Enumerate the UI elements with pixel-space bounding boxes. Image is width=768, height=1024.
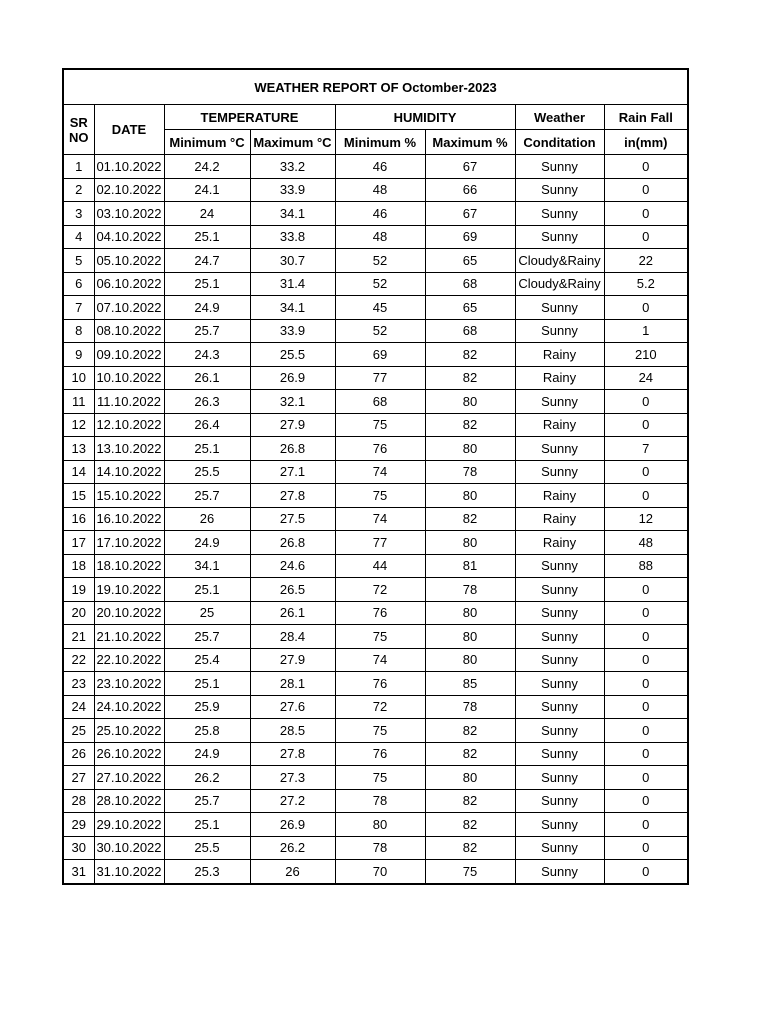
humidity-min-cell: 72 <box>335 695 425 719</box>
sr-no-cell: 22 <box>63 648 94 672</box>
temp-max-cell: 27.8 <box>250 484 335 508</box>
sr-no-cell: 6 <box>63 272 94 296</box>
sr-no-cell: 15 <box>63 484 94 508</box>
temp-min-cell: 26.4 <box>164 413 250 437</box>
weather-condition-cell: Rainy <box>515 531 604 555</box>
temp-min-cell: 25.7 <box>164 319 250 343</box>
table-row <box>63 413 688 437</box>
rainfall-cell: 0 <box>604 296 688 320</box>
rainfall-cell: 0 <box>604 836 688 860</box>
temp-max-cell: 26 <box>250 860 335 884</box>
weather-condition-cell: Rainy <box>515 507 604 531</box>
table-row <box>63 578 688 602</box>
rainfall-cell: 0 <box>604 766 688 790</box>
humidity-min-cell: 72 <box>335 578 425 602</box>
temperature-header: TEMPERATURE <box>164 105 335 130</box>
temp-max-cell: 27.3 <box>250 766 335 790</box>
temp-max-cell: 27.9 <box>250 648 335 672</box>
date-cell: 02.10.2022 <box>94 178 164 202</box>
rainfall-cell: 0 <box>604 813 688 837</box>
humidity-max-cell: 80 <box>425 390 515 414</box>
date-cell: 26.10.2022 <box>94 742 164 766</box>
weather-condition-cell: Sunny <box>515 789 604 813</box>
humidity-min-cell: 76 <box>335 742 425 766</box>
humidity-max-cell: 82 <box>425 742 515 766</box>
humidity-min-cell: 77 <box>335 531 425 555</box>
date-cell: 12.10.2022 <box>94 413 164 437</box>
sr-no-cell: 3 <box>63 202 94 226</box>
sr-no-cell: 16 <box>63 507 94 531</box>
humidity-min-cell: 75 <box>335 719 425 743</box>
weather-condition-cell: Sunny <box>515 390 604 414</box>
temp-max-cell: 30.7 <box>250 249 335 273</box>
humidity-max-cell: 80 <box>425 437 515 461</box>
table-row <box>63 719 688 743</box>
humidity-max-cell: 80 <box>425 531 515 555</box>
humidity-max-cell: 82 <box>425 789 515 813</box>
humidity-max-cell: 85 <box>425 672 515 696</box>
sr-no-cell: 7 <box>63 296 94 320</box>
weather-condition-cell: Rainy <box>515 484 604 508</box>
temp-max-cell: 26.9 <box>250 366 335 390</box>
weather-condition-cell: Sunny <box>515 202 604 226</box>
humidity-max-cell: 78 <box>425 695 515 719</box>
humidity-max-cell: 82 <box>425 343 515 367</box>
table-row <box>63 860 688 884</box>
rainfall-cell: 0 <box>604 202 688 226</box>
temp-min-cell: 25.1 <box>164 225 250 249</box>
humidity-min-cell: 46 <box>335 202 425 226</box>
rainfall-header: Rain Fall <box>604 105 688 130</box>
temp-min-cell: 25 <box>164 601 250 625</box>
date-cell: 04.10.2022 <box>94 225 164 249</box>
date-cell: 14.10.2022 <box>94 460 164 484</box>
temp-max-cell: 26.1 <box>250 601 335 625</box>
temp-max-cell: 26.5 <box>250 578 335 602</box>
sr-no-cell: 4 <box>63 225 94 249</box>
table-row <box>63 390 688 414</box>
table-row <box>63 272 688 296</box>
temp-min-cell: 24.2 <box>164 155 250 179</box>
rainfall-cell: 12 <box>604 507 688 531</box>
date-cell: 27.10.2022 <box>94 766 164 790</box>
temp-min-cell: 24 <box>164 202 250 226</box>
humidity-min-cell: 46 <box>335 155 425 179</box>
table-row <box>63 437 688 461</box>
humidity-max-cell: 65 <box>425 249 515 273</box>
rainfall-cell: 210 <box>604 343 688 367</box>
sr-no-cell: 24 <box>63 695 94 719</box>
rainfall-cell: 22 <box>604 249 688 273</box>
sr-no-cell: 2 <box>63 178 94 202</box>
humidity-max-cell: 82 <box>425 413 515 437</box>
temp-min-cell: 26 <box>164 507 250 531</box>
weather-condition-cell: Cloudy&Rainy <box>515 272 604 296</box>
temp-max-cell: 27.1 <box>250 460 335 484</box>
rainfall-cell: 0 <box>604 695 688 719</box>
humidity-min-cell: 77 <box>335 366 425 390</box>
date-cell: 25.10.2022 <box>94 719 164 743</box>
humidity-max-cell: 80 <box>425 625 515 649</box>
rainfall-cell: 0 <box>604 672 688 696</box>
sr-no-cell: 29 <box>63 813 94 837</box>
date-cell: 09.10.2022 <box>94 343 164 367</box>
date-cell: 22.10.2022 <box>94 648 164 672</box>
humidity-min-cell: 45 <box>335 296 425 320</box>
humidity-max-cell: 67 <box>425 202 515 226</box>
humidity-min-cell: 74 <box>335 648 425 672</box>
date-cell: 05.10.2022 <box>94 249 164 273</box>
sr-no-cell: 30 <box>63 836 94 860</box>
date-cell: 23.10.2022 <box>94 672 164 696</box>
weather-condition-cell: Sunny <box>515 719 604 743</box>
humidity-min-cell: 52 <box>335 249 425 273</box>
weather-condition-cell: Sunny <box>515 836 604 860</box>
weather-condition-cell: Sunny <box>515 860 604 884</box>
temp-max-cell: 32.1 <box>250 390 335 414</box>
temp-min-cell: 24.9 <box>164 742 250 766</box>
weather-report-table <box>62 68 689 885</box>
sr-no-cell: 9 <box>63 343 94 367</box>
weather-condition-cell: Sunny <box>515 625 604 649</box>
temp-min-cell: 25.7 <box>164 789 250 813</box>
weather-condition-cell: Sunny <box>515 766 604 790</box>
temp-max-cell: 33.8 <box>250 225 335 249</box>
weather-condition-cell: Sunny <box>515 742 604 766</box>
weather-condition-cell: Cloudy&Rainy <box>515 249 604 273</box>
temp-min-cell: 25.5 <box>164 836 250 860</box>
date-header: DATE <box>94 105 164 155</box>
sr-no-cell: 31 <box>63 860 94 884</box>
temp-max-cell: 26.2 <box>250 836 335 860</box>
humidity-min-cell: 52 <box>335 319 425 343</box>
report-title: WEATHER REPORT OF Octomber-2023 <box>63 69 688 105</box>
table-row <box>63 648 688 672</box>
humidity-min-cell: 70 <box>335 860 425 884</box>
humidity-max-cell: 65 <box>425 296 515 320</box>
humidity-max-cell: 75 <box>425 860 515 884</box>
weather-condition-cell: Sunny <box>515 155 604 179</box>
humidity-max-cell: 80 <box>425 601 515 625</box>
rainfall-cell: 0 <box>604 648 688 672</box>
temp-min-cell: 25.1 <box>164 813 250 837</box>
humidity-max-cell: 67 <box>425 155 515 179</box>
table-row <box>63 601 688 625</box>
weather-condition-cell: Sunny <box>515 578 604 602</box>
sr-no-cell: 20 <box>63 601 94 625</box>
rainfall-cell: 0 <box>604 789 688 813</box>
table-row <box>63 249 688 273</box>
temp-max-cell: 28.4 <box>250 625 335 649</box>
humidity-min-cell: 76 <box>335 672 425 696</box>
table-row <box>63 484 688 508</box>
temp-max-cell: 33.2 <box>250 155 335 179</box>
temp-min-cell: 25.3 <box>164 860 250 884</box>
rainfall-cell: 0 <box>604 178 688 202</box>
weather-condition-cell: Sunny <box>515 437 604 461</box>
weather-condition-cell: Sunny <box>515 601 604 625</box>
rainfall-unit-header: in(mm) <box>604 130 688 155</box>
weather-condition-header: Conditation <box>515 130 604 155</box>
temp-max-cell: 27.8 <box>250 742 335 766</box>
humidity-max-cell: 80 <box>425 648 515 672</box>
rainfall-cell: 0 <box>604 578 688 602</box>
humidity-min-cell: 69 <box>335 343 425 367</box>
table-row <box>63 319 688 343</box>
date-cell: 28.10.2022 <box>94 789 164 813</box>
temp-max-cell: 33.9 <box>250 178 335 202</box>
humidity-min-cell: 75 <box>335 484 425 508</box>
humidity-max-cell: 80 <box>425 766 515 790</box>
sr-no-cell: 18 <box>63 554 94 578</box>
humidity-min-cell: 80 <box>335 813 425 837</box>
rainfall-cell: 0 <box>604 155 688 179</box>
weather-condition-cell: Sunny <box>515 296 604 320</box>
humidity-min-cell: 78 <box>335 836 425 860</box>
rainfall-cell: 0 <box>604 719 688 743</box>
sr-no-cell: 1 <box>63 155 94 179</box>
humidity-min-cell: 52 <box>335 272 425 296</box>
weather-condition-cell: Sunny <box>515 813 604 837</box>
humidity-max-cell: 78 <box>425 578 515 602</box>
humidity-min-cell: 68 <box>335 390 425 414</box>
date-cell: 19.10.2022 <box>94 578 164 602</box>
sr-no-cell: 27 <box>63 766 94 790</box>
temp-max-cell: 26.9 <box>250 813 335 837</box>
report-rows <box>63 155 688 884</box>
temp-min-cell: 25.9 <box>164 695 250 719</box>
rainfall-cell: 0 <box>604 601 688 625</box>
rainfall-cell: 0 <box>604 484 688 508</box>
humidity-min-header: Minimum % <box>335 130 425 155</box>
temp-min-cell: 24.7 <box>164 249 250 273</box>
weather-report-sheet <box>62 68 689 885</box>
date-cell: 24.10.2022 <box>94 695 164 719</box>
date-cell: 21.10.2022 <box>94 625 164 649</box>
weather-header: Weather <box>515 105 604 130</box>
temp-min-cell: 25.7 <box>164 625 250 649</box>
humidity-max-cell: 81 <box>425 554 515 578</box>
sr-no-cell: 13 <box>63 437 94 461</box>
table-row <box>63 155 688 179</box>
humidity-min-cell: 74 <box>335 460 425 484</box>
temp-max-cell: 34.1 <box>250 202 335 226</box>
weather-condition-cell: Rainy <box>515 366 604 390</box>
date-cell: 15.10.2022 <box>94 484 164 508</box>
date-cell: 16.10.2022 <box>94 507 164 531</box>
table-row <box>63 836 688 860</box>
rainfall-cell: 5.2 <box>604 272 688 296</box>
table-row <box>63 225 688 249</box>
temp-max-cell: 24.6 <box>250 554 335 578</box>
humidity-min-cell: 75 <box>335 625 425 649</box>
humidity-min-cell: 76 <box>335 437 425 461</box>
humidity-min-cell: 48 <box>335 225 425 249</box>
temp-min-cell: 26.2 <box>164 766 250 790</box>
humidity-max-cell: 66 <box>425 178 515 202</box>
humidity-min-cell: 74 <box>335 507 425 531</box>
date-cell: 06.10.2022 <box>94 272 164 296</box>
date-cell: 03.10.2022 <box>94 202 164 226</box>
table-row <box>63 202 688 226</box>
table-row <box>63 625 688 649</box>
temp-max-cell: 34.1 <box>250 296 335 320</box>
temp-min-cell: 25.7 <box>164 484 250 508</box>
temp-min-cell: 24.9 <box>164 296 250 320</box>
table-row <box>63 789 688 813</box>
humidity-min-cell: 76 <box>335 601 425 625</box>
temp-min-cell: 24.3 <box>164 343 250 367</box>
humidity-max-header: Maximum % <box>425 130 515 155</box>
temp-min-cell: 24.9 <box>164 531 250 555</box>
temp-min-cell: 25.1 <box>164 272 250 296</box>
humidity-max-cell: 82 <box>425 813 515 837</box>
humidity-min-cell: 44 <box>335 554 425 578</box>
weather-condition-cell: Rainy <box>515 413 604 437</box>
sr-no-header: SR NO <box>63 105 94 155</box>
table-row <box>63 742 688 766</box>
date-cell: 08.10.2022 <box>94 319 164 343</box>
rainfall-cell: 0 <box>604 625 688 649</box>
weather-condition-cell: Sunny <box>515 672 604 696</box>
humidity-max-cell: 82 <box>425 836 515 860</box>
sr-no-cell: 11 <box>63 390 94 414</box>
temp-max-cell: 25.5 <box>250 343 335 367</box>
humidity-max-cell: 68 <box>425 272 515 296</box>
rainfall-cell: 0 <box>604 225 688 249</box>
humidity-max-cell: 80 <box>425 484 515 508</box>
humidity-max-cell: 82 <box>425 507 515 531</box>
sr-no-cell: 8 <box>63 319 94 343</box>
temp-min-cell: 25.1 <box>164 437 250 461</box>
rainfall-cell: 0 <box>604 860 688 884</box>
temp-min-cell: 25.5 <box>164 460 250 484</box>
temp-min-cell: 25.1 <box>164 672 250 696</box>
temp-max-cell: 33.9 <box>250 319 335 343</box>
rainfall-cell: 48 <box>604 531 688 555</box>
rainfall-cell: 7 <box>604 437 688 461</box>
rainfall-cell: 0 <box>604 742 688 766</box>
date-cell: 11.10.2022 <box>94 390 164 414</box>
date-cell: 18.10.2022 <box>94 554 164 578</box>
sr-no-cell: 10 <box>63 366 94 390</box>
temp-max-cell: 27.9 <box>250 413 335 437</box>
sr-no-cell: 17 <box>63 531 94 555</box>
temp-min-cell: 25.8 <box>164 719 250 743</box>
temp-min-header: Minimum °C <box>164 130 250 155</box>
temp-max-cell: 31.4 <box>250 272 335 296</box>
temp-max-cell: 27.5 <box>250 507 335 531</box>
date-cell: 01.10.2022 <box>94 155 164 179</box>
humidity-min-cell: 75 <box>335 766 425 790</box>
humidity-min-cell: 75 <box>335 413 425 437</box>
humidity-max-cell: 69 <box>425 225 515 249</box>
table-row <box>63 695 688 719</box>
date-cell: 20.10.2022 <box>94 601 164 625</box>
table-row <box>63 296 688 320</box>
table-row <box>63 672 688 696</box>
weather-condition-cell: Sunny <box>515 225 604 249</box>
humidity-min-cell: 78 <box>335 789 425 813</box>
humidity-max-cell: 82 <box>425 366 515 390</box>
weather-condition-cell: Sunny <box>515 178 604 202</box>
sr-no-cell: 25 <box>63 719 94 743</box>
weather-condition-cell: Sunny <box>515 695 604 719</box>
date-cell: 13.10.2022 <box>94 437 164 461</box>
weather-condition-cell: Rainy <box>515 343 604 367</box>
table-row <box>63 554 688 578</box>
weather-condition-cell: Sunny <box>515 554 604 578</box>
temp-max-cell: 26.8 <box>250 531 335 555</box>
rainfall-cell: 1 <box>604 319 688 343</box>
sr-no-cell: 12 <box>63 413 94 437</box>
date-cell: 31.10.2022 <box>94 860 164 884</box>
weather-condition-cell: Sunny <box>515 319 604 343</box>
rainfall-cell: 24 <box>604 366 688 390</box>
table-row <box>63 507 688 531</box>
sr-no-cell: 26 <box>63 742 94 766</box>
table-row <box>63 178 688 202</box>
table-row <box>63 460 688 484</box>
temp-min-cell: 26.1 <box>164 366 250 390</box>
temp-min-cell: 24.1 <box>164 178 250 202</box>
temp-max-header: Maximum °C <box>250 130 335 155</box>
rainfall-cell: 88 <box>604 554 688 578</box>
temp-min-cell: 25.1 <box>164 578 250 602</box>
sr-no-cell: 19 <box>63 578 94 602</box>
table-row <box>63 343 688 367</box>
sr-no-cell: 5 <box>63 249 94 273</box>
date-cell: 29.10.2022 <box>94 813 164 837</box>
sr-no-cell: 28 <box>63 789 94 813</box>
table-row <box>63 366 688 390</box>
humidity-max-cell: 82 <box>425 719 515 743</box>
weather-condition-cell: Sunny <box>515 648 604 672</box>
temp-min-cell: 34.1 <box>164 554 250 578</box>
sr-no-cell: 14 <box>63 460 94 484</box>
temp-min-cell: 26.3 <box>164 390 250 414</box>
humidity-min-cell: 48 <box>335 178 425 202</box>
rainfall-cell: 0 <box>604 460 688 484</box>
humidity-max-cell: 78 <box>425 460 515 484</box>
date-cell: 30.10.2022 <box>94 836 164 860</box>
table-row <box>63 531 688 555</box>
temp-max-cell: 28.5 <box>250 719 335 743</box>
humidity-header: HUMIDITY <box>335 105 515 130</box>
weather-condition-cell: Sunny <box>515 460 604 484</box>
sr-no-cell: 21 <box>63 625 94 649</box>
sr-no-cell: 23 <box>63 672 94 696</box>
date-cell: 07.10.2022 <box>94 296 164 320</box>
table-row <box>63 766 688 790</box>
temp-max-cell: 28.1 <box>250 672 335 696</box>
date-cell: 17.10.2022 <box>94 531 164 555</box>
date-cell: 10.10.2022 <box>94 366 164 390</box>
temp-max-cell: 27.2 <box>250 789 335 813</box>
rainfall-cell: 0 <box>604 413 688 437</box>
rainfall-cell: 0 <box>604 390 688 414</box>
humidity-max-cell: 68 <box>425 319 515 343</box>
table-row <box>63 813 688 837</box>
temp-max-cell: 27.6 <box>250 695 335 719</box>
temp-max-cell: 26.8 <box>250 437 335 461</box>
temp-min-cell: 25.4 <box>164 648 250 672</box>
